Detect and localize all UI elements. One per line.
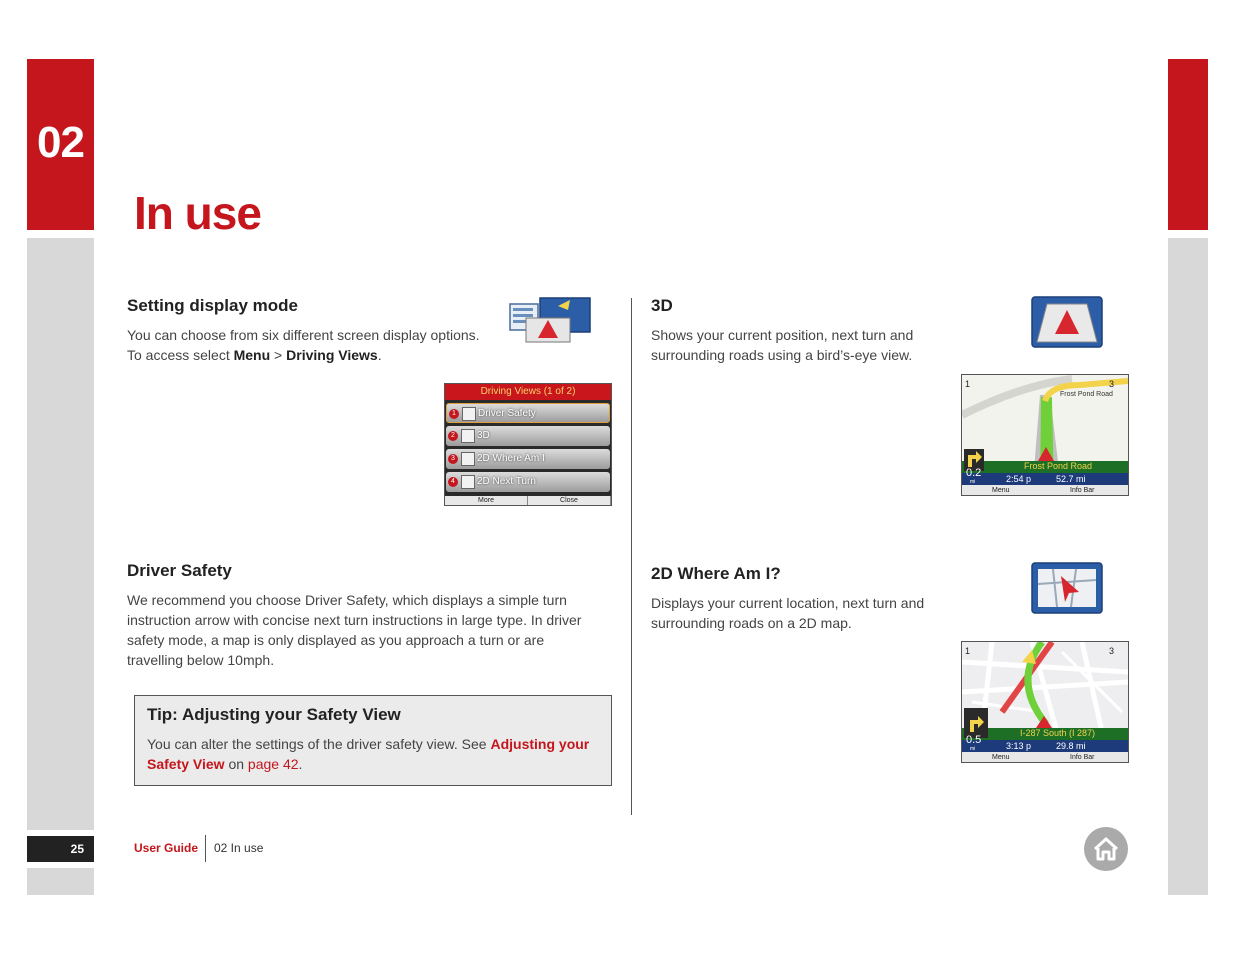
menu-softkey[interactable]: Menu <box>992 754 1010 761</box>
left-sidebar-bottom <box>27 868 94 895</box>
gps-badge: 1 <box>965 379 971 389</box>
adjusting-safety-view-link[interactable]: Adjusting your Safety View <box>147 736 590 772</box>
menu-item-label: 2D Next Turn <box>477 476 536 487</box>
home-icon <box>1084 827 1128 871</box>
2d-heading: 2D Where Am I? <box>651 564 781 583</box>
road-name-bottom: I-287 South (I 287) <box>1020 728 1096 738</box>
right-sidebar <box>1168 238 1208 895</box>
page-42-link[interactable]: page 42 <box>247 756 299 772</box>
tip-text-pre: You can alter the settings of the driver safety view. See <box>147 736 491 752</box>
home-button[interactable] <box>1084 827 1128 871</box>
2d-view-screen <box>961 641 1129 763</box>
2d-map-icon <box>461 452 475 466</box>
driving-views-word: Driving Views <box>286 347 378 363</box>
menu-num: 3 <box>448 454 458 464</box>
road-name-top: Frost Pond Road <box>1060 391 1113 398</box>
menu-num: 4 <box>448 477 458 487</box>
menu-item-2d-where-am-i[interactable] <box>446 449 610 469</box>
distance-remaining: 29.8 mi <box>1056 741 1086 751</box>
footer-guide-label[interactable]: User Guide <box>134 841 199 855</box>
distance-value: 0.2 <box>966 467 982 479</box>
menu-softkey[interactable]: Menu <box>992 487 1010 494</box>
2d-map-icon <box>1031 562 1105 616</box>
distance-value: 0.5 <box>966 734 982 746</box>
gps-badge: 1 <box>965 646 971 656</box>
footer-section-label: 02 In use <box>214 841 264 855</box>
3d-view-icon <box>1031 296 1105 350</box>
tip-title: Tip: Adjusting your Safety View <box>147 705 401 724</box>
info-bar-softkey[interactable]: Info Bar <box>1070 487 1095 494</box>
tip-text-end: . <box>298 756 303 772</box>
3d-text: Shows your current position, next turn and surrounding roads using a bird’s-eye view. <box>651 327 914 363</box>
menu-item-driver-safety[interactable] <box>446 403 610 423</box>
setting-period: . <box>377 347 382 363</box>
3d-view-icon <box>461 429 475 443</box>
menu-item-label: 3D <box>477 430 490 441</box>
menu-word: Menu <box>233 347 271 363</box>
info-bar-softkey[interactable]: Info Bar <box>1070 754 1095 761</box>
driver-safety-text: We recommend you choose Driver Safety, which displays a simple turn instruction arrow with concise next turn instructions in large type. In driver safety mode, a map is only displayed as you approach a turn or are travelling below 10mph. <box>127 592 582 668</box>
menu-num: 2 <box>448 431 458 441</box>
tip-text <box>147 734 597 774</box>
distance-remaining: 52.7 mi <box>1056 474 1086 484</box>
setting-sep: > <box>270 347 287 363</box>
more-softkey[interactable]: More <box>445 496 528 505</box>
arrival-time: 3:13 p <box>1006 741 1032 751</box>
signal-badge: 3 <box>1108 379 1114 389</box>
next-turn-icon <box>461 475 475 489</box>
3d-view-screen <box>961 374 1129 496</box>
page-title: In use <box>134 187 261 239</box>
menu-item-label: Driver Safety <box>478 408 536 419</box>
display-mode-icon <box>508 296 594 344</box>
page-number: 25 <box>27 836 94 862</box>
driving-views-menu-screen <box>444 383 612 506</box>
driver-safety-heading: Driver Safety <box>127 561 232 580</box>
road-name-bottom: Frost Pond Road <box>1024 461 1093 471</box>
setting-text-pre: You can choose from six different screen display options. To access select <box>127 327 480 363</box>
right-red-tab <box>1168 59 1208 230</box>
menu-item-3d[interactable] <box>446 426 610 446</box>
2d-text: Displays your current location, next turn and surrounding roads on a 2D map. <box>651 595 925 631</box>
setting-heading: Setting display mode <box>127 296 298 315</box>
turn-arrow-icon <box>462 407 476 421</box>
menu-num: 1 <box>449 409 459 419</box>
left-sidebar <box>27 238 94 830</box>
distance-unit: mi <box>970 479 976 485</box>
setting-text <box>127 325 492 365</box>
signal-badge: 3 <box>1108 646 1114 656</box>
menu-item-2d-next-turn[interactable] <box>446 472 610 492</box>
menu-softkeys <box>445 496 611 505</box>
footer-divider <box>205 835 206 862</box>
3d-heading: 3D <box>651 296 673 315</box>
menu-item-label: 2D Where Am I <box>477 453 545 464</box>
close-softkey[interactable]: Close <box>528 496 611 505</box>
tip-text-mid: on <box>224 756 248 772</box>
tip-box <box>134 695 612 786</box>
menu-header: Driving Views (1 of 2) <box>445 384 611 400</box>
distance-unit: mi <box>970 746 976 752</box>
chapter-number: 02 <box>37 118 84 167</box>
arrival-time: 2:54 p <box>1006 474 1032 484</box>
column-divider <box>631 298 632 815</box>
